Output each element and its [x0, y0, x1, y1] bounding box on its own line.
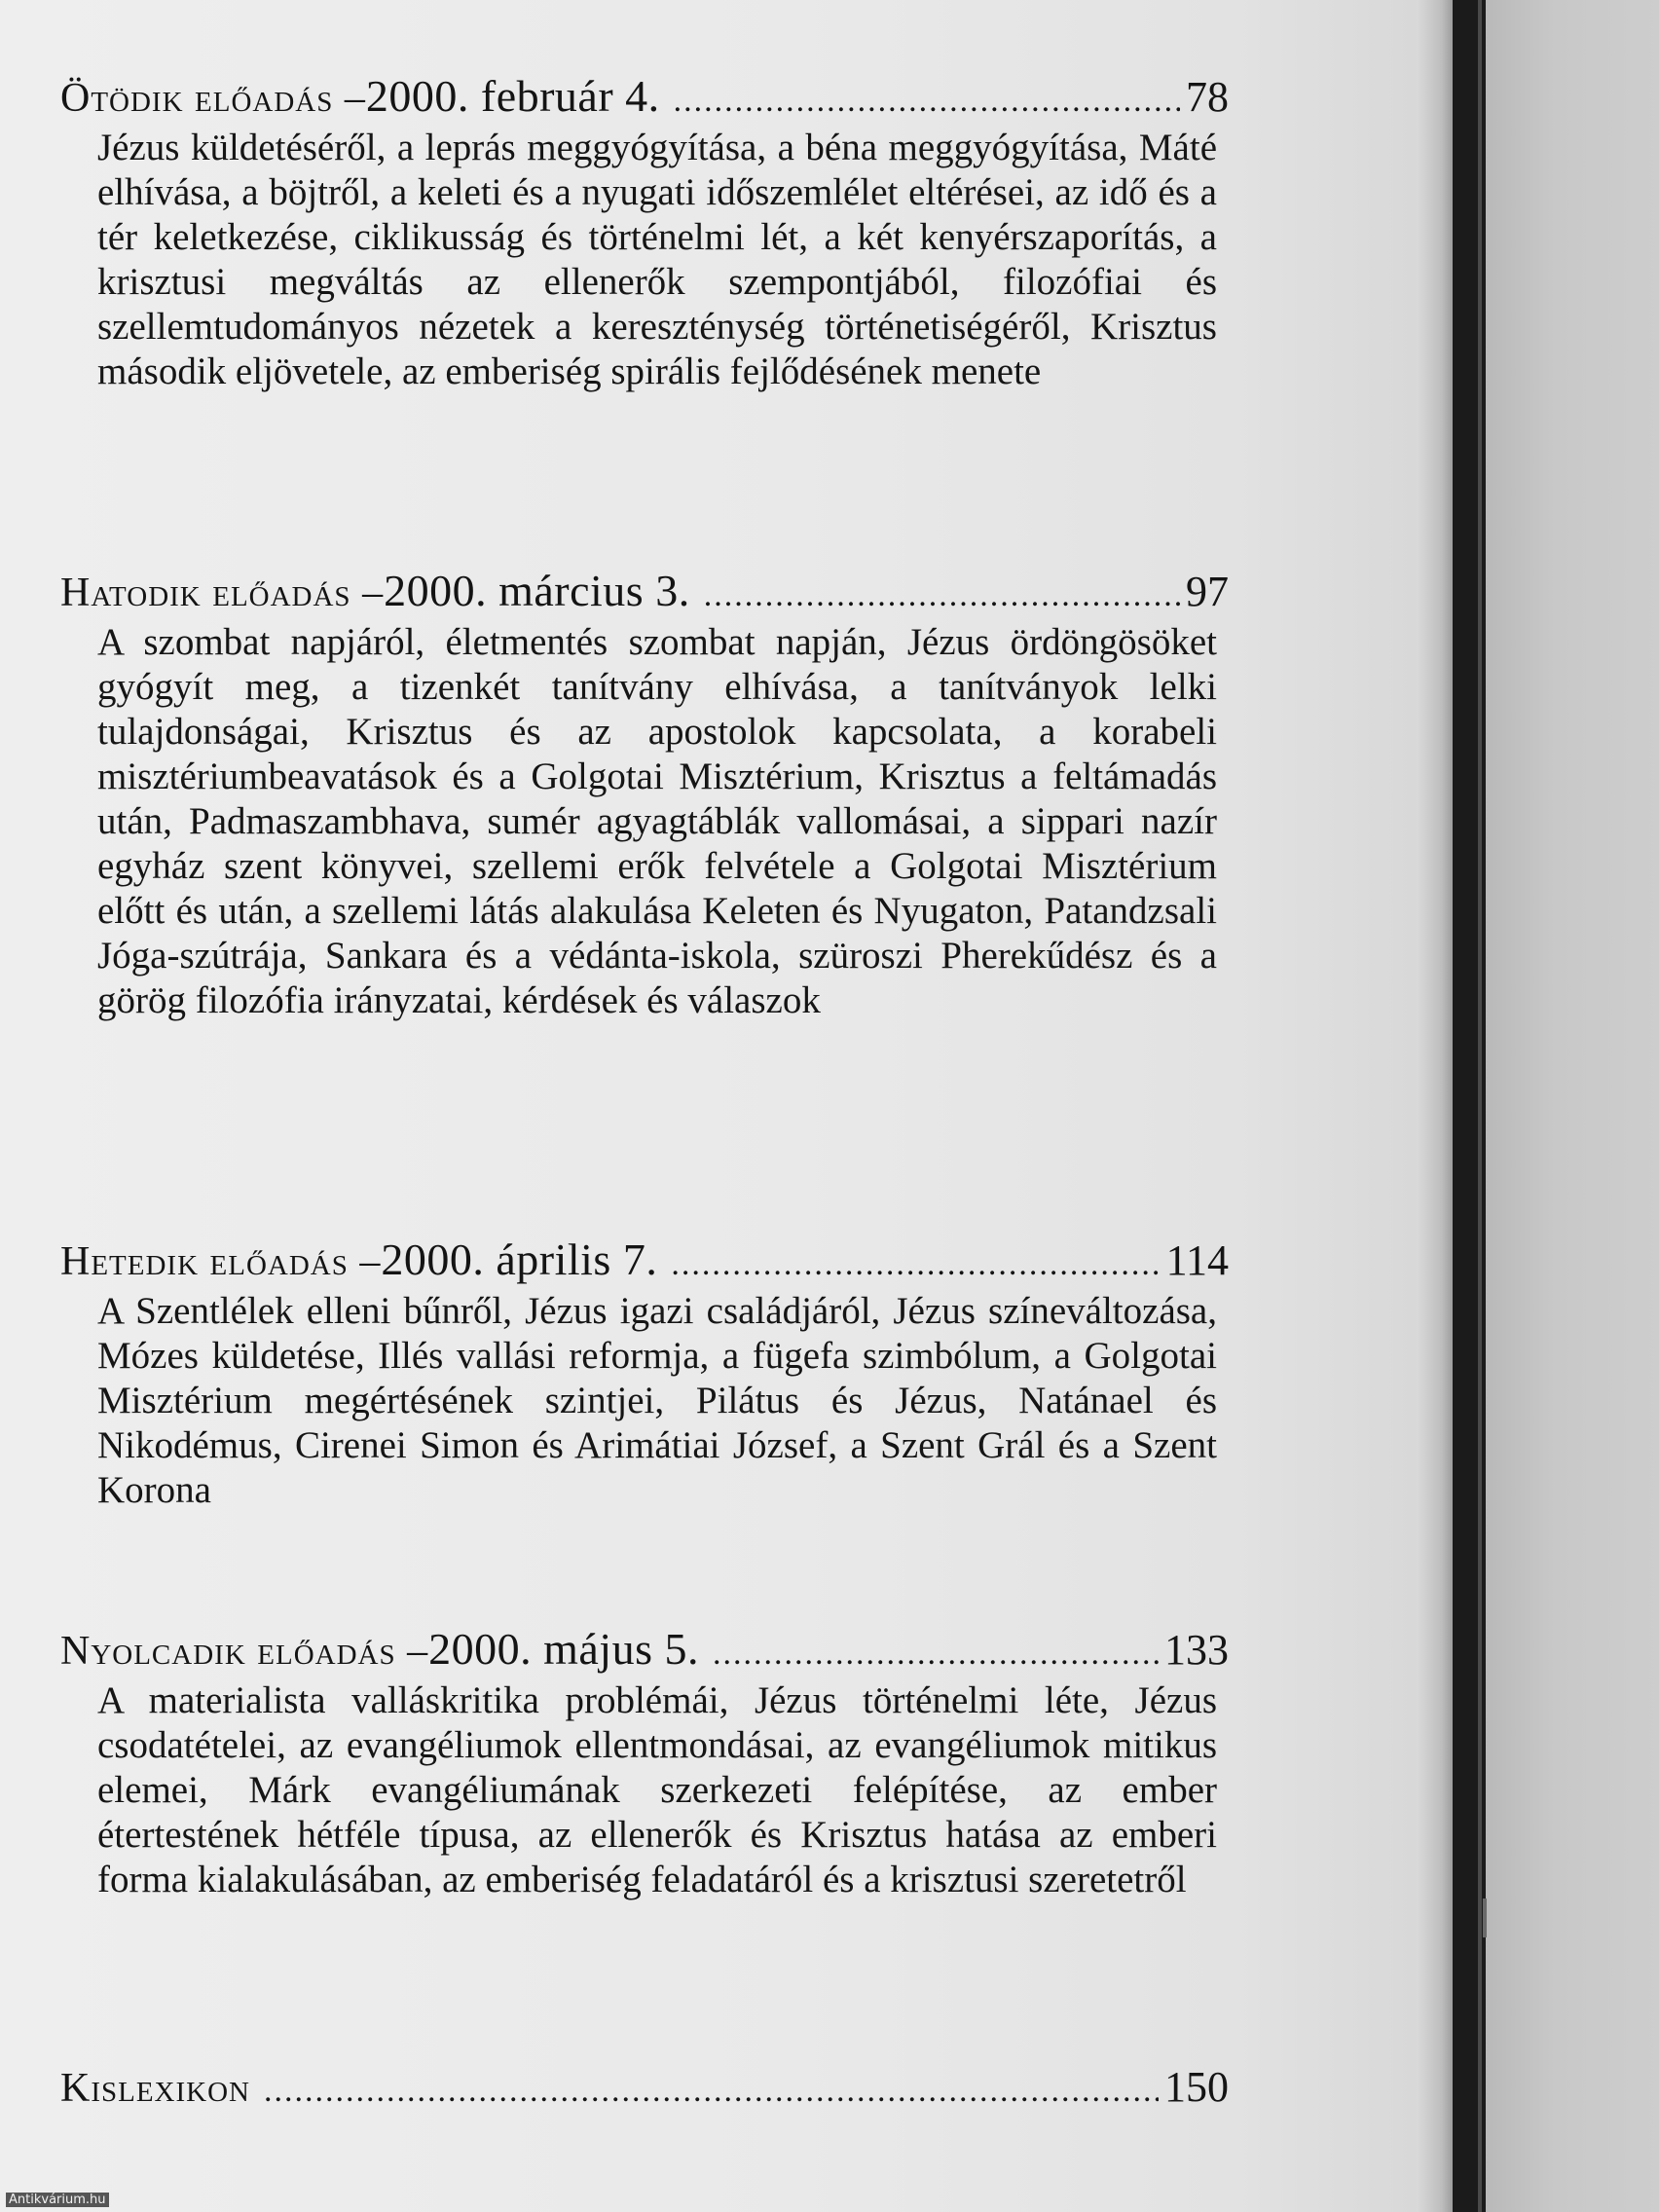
- cover-highlight: [1478, 0, 1482, 2212]
- toc-heading[interactable]: [60, 1623, 1229, 1675]
- toc-heading[interactable]: [60, 565, 1229, 616]
- toc-entry-5[interactable]: [60, 70, 1229, 394]
- page-number: 97: [1186, 568, 1229, 615]
- watermark-label: Antikvárium.hu: [6, 2193, 109, 2207]
- lecture-description: A Szentlélek elleni bűnről, Jézus igazi családjáról, Jézus színeváltozása, Mózes küldetése, Illés vallási reformja, a fügefa szimbólum, a Golgotai Misztérium megértésének szintjei, Pilátus és Jézus, Natánael és Nikodémus, Cirenei Simon és Arimátiai József, a Szent Grál és a Szent Korona: [97, 1290, 1217, 1511]
- lecture-title: Ötödik előadás –: [60, 76, 366, 121]
- lecture-date: 2000. május 5.: [428, 1624, 699, 1674]
- lecture-description: A szombat napjáról, életmentés szombat napján, Jézus ördöngösöket gyógyít meg, a tizenkét tanítvány elhívása, a tanítványok lelki tulajdonságai, Krisztus és az apostolok kapcsolata, a korabeli misztériumbeavatások és a Golgotai Misztérium, Krisztus a feltámadás után, Padmaszambhava, sumér agyagtáblák vallomásai, a sippari nazír egyház szent könyvei, szellemi erők felvétele a Golgotai Misztérium előtt és után, a szellemi látás alakulása Keleten és Nyugaton, Patandzsali Jóga-szútrája, Sankara és a védánta-iskola, szüroszi Pherekűdész és a görög filozófia irányzatai, kérdések és válaszok: [97, 621, 1217, 1021]
- lecture-date: 2000. március 3.: [384, 566, 690, 615]
- toc-heading[interactable]: [60, 2062, 1229, 2112]
- dot-leader: [674, 83, 1180, 120]
- page-number: 133: [1164, 1626, 1229, 1674]
- lecture-description: A materialista valláskritika problémái, Jézus történelmi léte, Jézus csodatételei, az evangéliumok ellentmondásai, az evangéliumok mitikus elemei, Márk evangéliumának szerkezeti felépítése, az ember étertestének hétféle típusa, az ellenerők és Krisztus hatása az emberi forma kialakulásában, az emberiség feladatáról és a krisztusi szeretetről: [97, 1679, 1217, 1900]
- dot-leader: [264, 2073, 1159, 2110]
- lecture-title: Hatodik előadás –: [60, 571, 385, 615]
- toc-entry-7[interactable]: [60, 1234, 1229, 1513]
- page-number: 114: [1165, 1236, 1229, 1284]
- lecture-title: Hetedik előadás –: [60, 1239, 382, 1284]
- page-number: 150: [1164, 2063, 1229, 2111]
- toc-entry-lexicon[interactable]: [60, 2062, 1229, 2112]
- background-surface: [1486, 0, 1659, 2212]
- dot-leader: [671, 1246, 1160, 1283]
- lecture-title: Nyolcadik előadás –: [60, 1629, 429, 1674]
- binding-mark: [1483, 1899, 1487, 1937]
- toc-entry-6[interactable]: [60, 565, 1229, 1023]
- lecture-description: Jézus küldetéséről, a leprás meggyógyítása, a béna meggyógyítása, Máté elhívása, a böjtről, a keleti és a nyugati időszemlélet eltérései, az idő és a tér keletkezése, ciklikusság és történelmi lét, a két kenyérszaporítás, a krisztusi megváltás az ellenerők szempontjából, filozófiai és szellemtudományos nézetek a kereszténység történetiségéről, Krisztus második eljövetele, az emberiség spirális fejlődésének menete: [97, 127, 1217, 392]
- toc-heading[interactable]: [60, 1234, 1229, 1285]
- toc-entry-8[interactable]: [60, 1623, 1229, 1902]
- page-number: 78: [1186, 73, 1229, 121]
- lecture-date: 2000. április 7.: [381, 1235, 658, 1284]
- lexicon-title: Kislexikon: [60, 2066, 250, 2111]
- page-edge-shadow: [1417, 0, 1453, 2212]
- toc-heading[interactable]: [60, 70, 1229, 122]
- dot-leader: [704, 577, 1180, 614]
- lecture-date: 2000. február 4.: [365, 71, 660, 121]
- dot-leader: [713, 1636, 1159, 1673]
